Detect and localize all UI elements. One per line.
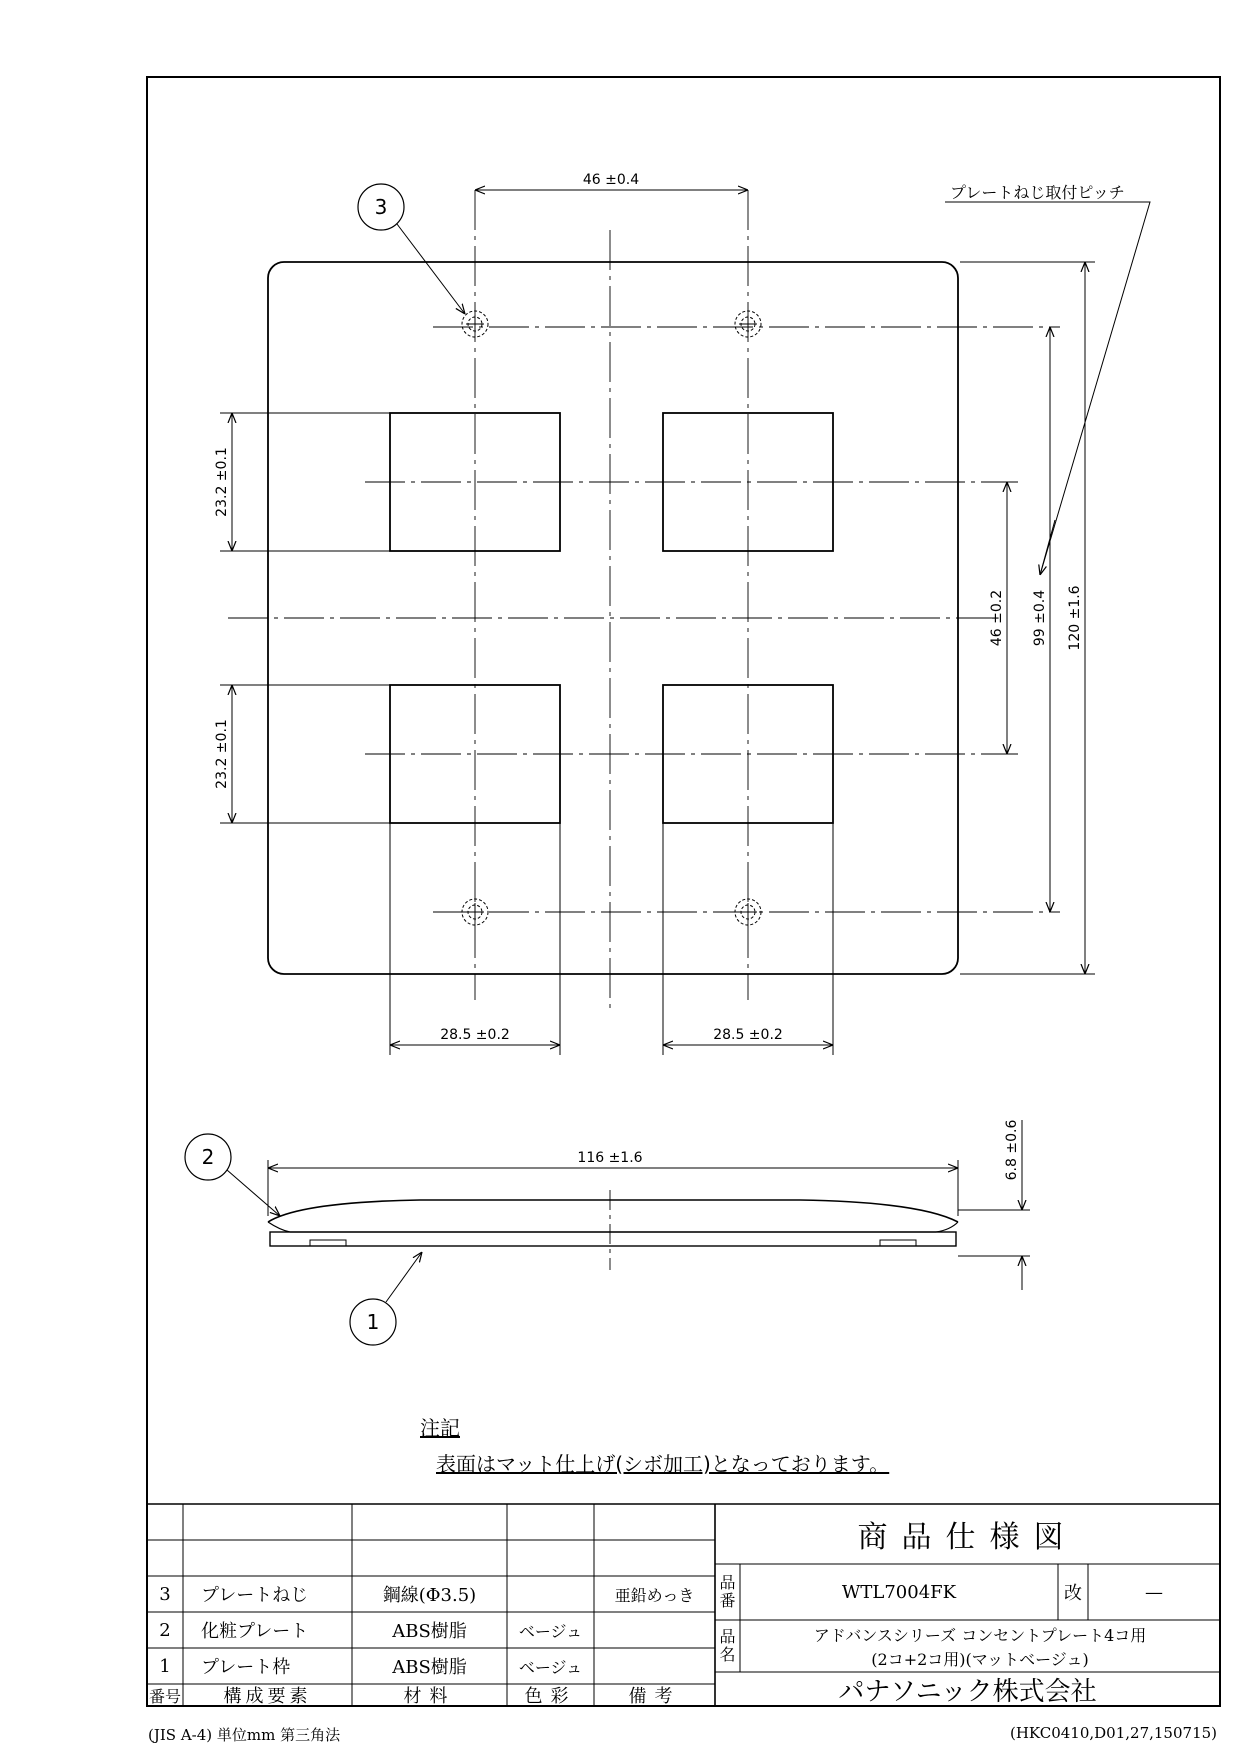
dim-lower-opening-height: 23.2 ±0.1 xyxy=(214,719,230,789)
svg-text:3: 3 xyxy=(374,195,388,219)
notes-body: 表面はマット仕上げ(シボ加工)となっております。 xyxy=(436,1452,890,1476)
row3-no: 3 xyxy=(159,1583,171,1605)
part-number: WTL7004FK xyxy=(841,1581,957,1603)
pitch-label: プレートねじ取付ピッチ xyxy=(950,183,1125,202)
dim-plate-height: 120 ±1.6 xyxy=(1067,585,1083,651)
row1-remarks xyxy=(594,1648,715,1684)
dim-upper-opening-height: 23.2 ±0.1 xyxy=(214,447,230,517)
dim-top-pitch: 46 ±0.4 xyxy=(582,172,640,188)
dim-right-opening-width: 28.5 ±0.2 xyxy=(713,1027,783,1043)
header-material: 材料 xyxy=(403,1686,456,1707)
revision-value: — xyxy=(1145,1581,1163,1603)
row2-remarks xyxy=(594,1612,715,1648)
row2-name: 化粧プレート xyxy=(201,1621,309,1642)
revision-label: 改 xyxy=(1064,1583,1082,1604)
notes-title: 注記 xyxy=(420,1416,460,1440)
part-no-label: 品番 xyxy=(719,1573,736,1610)
row1-name: プレート枠 xyxy=(201,1657,291,1678)
callout-3 xyxy=(358,184,465,314)
product-name-line1: アドバンスシリーズ コンセントプレート4コ用 xyxy=(813,1625,1147,1645)
callout-2 xyxy=(185,1134,280,1216)
svg-text:2: 2 xyxy=(201,1145,215,1169)
row1-color: ベージュ xyxy=(518,1657,583,1677)
header-name: 構成要素 xyxy=(223,1686,312,1707)
dim-plate-thickness: 6.8 ±0.6 xyxy=(1004,1119,1020,1181)
footer-left: (JIS A-4) 単位mm 第三角法 xyxy=(148,1726,341,1744)
dim-screw-pitch: 99 ±0.4 xyxy=(1032,589,1048,647)
dim-plate-width: 116 ±1.6 xyxy=(577,1150,643,1166)
side-dimensions xyxy=(268,1120,1030,1290)
row1-no: 1 xyxy=(159,1655,171,1677)
front-view xyxy=(228,190,1060,1012)
center-lines xyxy=(228,190,1060,1012)
row3-remarks: 亜鉛めっき xyxy=(614,1585,695,1605)
side-view xyxy=(268,1190,958,1270)
row3-name: プレートねじ xyxy=(201,1585,309,1606)
header-remarks: 備考 xyxy=(628,1686,681,1707)
dim-left-opening-width: 28.5 ±0.2 xyxy=(440,1027,510,1043)
header-color: 色彩 xyxy=(524,1686,577,1707)
header-no: 番号 xyxy=(148,1686,181,1706)
row1-material: ABS樹脂 xyxy=(392,1657,467,1678)
company-name: パナソニック株式会社 xyxy=(838,1676,1097,1707)
drawing-title: 商品仕様図 xyxy=(857,1520,1078,1555)
row2-color: ベージュ xyxy=(518,1621,583,1641)
front-dimensions xyxy=(220,190,1150,1055)
callout-1 xyxy=(350,1252,422,1345)
row3-material: 鋼線(Φ3.5) xyxy=(382,1585,477,1606)
svg-text:1: 1 xyxy=(366,1310,380,1334)
dim-vertical-pitch: 46 ±0.2 xyxy=(989,589,1005,647)
row3-color xyxy=(507,1576,594,1612)
row2-no: 2 xyxy=(159,1619,171,1641)
row2-material: ABS樹脂 xyxy=(392,1621,467,1642)
product-name-line2: (2コ+2コ用)(マットベージュ) xyxy=(871,1649,1089,1669)
footer-right: (HKC0410,D01,27,150715) xyxy=(1010,1724,1218,1742)
product-name-label: 品名 xyxy=(719,1627,736,1664)
